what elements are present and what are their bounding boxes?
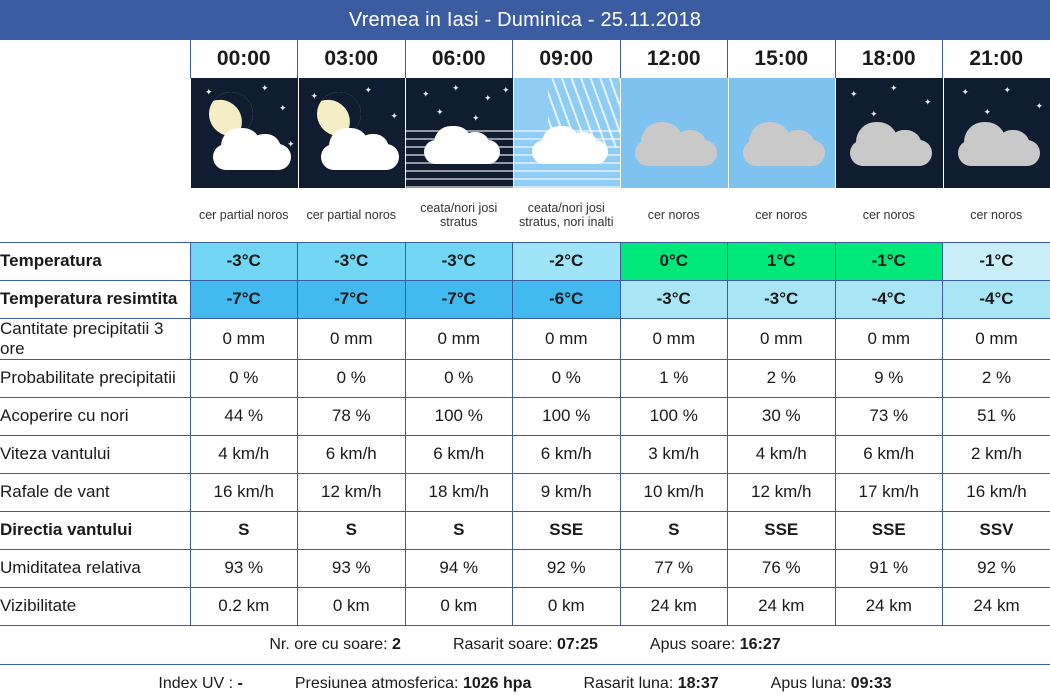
row-label-temperatura: Temperatura: [0, 242, 190, 280]
cell-rafale-5: 12 km/h: [728, 473, 836, 511]
footer-pressure-value: 1026 hpa: [462, 674, 532, 692]
footer-moonset: [745, 675, 918, 693]
row-label-directia-vantului: Directia vantului: [0, 511, 190, 549]
cell-nori-1: 78 %: [298, 397, 406, 435]
cloudy-icon: [620, 78, 728, 188]
cell-nori-2: 100 %: [405, 397, 513, 435]
cell-rafale-1: 12 km/h: [298, 473, 406, 511]
description-0: cer partial noros: [198, 207, 289, 222]
description-2: ceata/nori josi stratus: [420, 200, 498, 229]
footer-sunrise-label: Rasarit soare:: [452, 636, 553, 653]
cell-vizibilitate-6: 24 km: [835, 587, 943, 625]
cell-directie-6: SSE: [835, 511, 943, 549]
icon-cell-3: [513, 78, 621, 188]
cell-vizibilitate-4: 24 km: [620, 587, 728, 625]
cell-directie-4: S: [620, 511, 728, 549]
cell-viteza-1: 6 km/h: [298, 435, 406, 473]
footer-sun-hours-label: Nr. ore cu soare:: [269, 636, 388, 653]
cell-resimtita-3: -6°C: [513, 280, 621, 318]
description-4: cer noros: [647, 207, 700, 222]
cell-rafale-0: 16 km/h: [190, 473, 298, 511]
cell-prob-6: 9 %: [835, 359, 943, 397]
cell-temperatura-4: 0°C: [620, 242, 728, 280]
cell-prob-0: 0 %: [190, 359, 298, 397]
cell-umiditate-7: 92 %: [943, 549, 1050, 587]
footer-row-misc: [0, 664, 1050, 700]
cell-precip-7: 0 mm: [943, 318, 1050, 359]
night-fog-stratus-icon: ✦ ✦ ✦ ✦ ✦ ✦: [405, 78, 513, 188]
cell-rafale-7: 16 km/h: [943, 473, 1050, 511]
cell-prob-4: 1 %: [620, 359, 728, 397]
fog-high-clouds-icon: [513, 78, 621, 188]
icon-cell-7: [943, 78, 1050, 188]
cell-temperatura-6: -1°C: [835, 242, 943, 280]
cell-directie-7: SSV: [943, 511, 1050, 549]
description-row-spacer: [0, 188, 190, 242]
footer-sunrise-value: 07:25: [557, 636, 598, 653]
cell-viteza-7: 2 km/h: [943, 435, 1050, 473]
row-label-cantitate-precipitatii: Cantitate precipitatii 3 ore: [0, 318, 190, 359]
hours-header-spacer: [0, 40, 190, 78]
row-label-rafale-vant: Rafale de vant: [0, 473, 190, 511]
row-label-temperatura-resimtita: Temperatura resimtita: [0, 280, 190, 318]
hour-header-5: 15:00: [728, 40, 836, 78]
cell-umiditate-3: 92 %: [513, 549, 621, 587]
cell-precip-1: 0 mm: [298, 318, 406, 359]
table-row: [0, 242, 1050, 280]
cell-nori-4: 100 %: [620, 397, 728, 435]
cell-rafale-4: 10 km/h: [620, 473, 728, 511]
table-row: [0, 318, 1050, 359]
cell-umiditate-2: 94 %: [405, 549, 513, 587]
cell-resimtita-7: -4°C: [943, 280, 1050, 318]
row-label-viteza-vantului: Viteza vantului: [0, 435, 190, 473]
description-row: [0, 188, 1050, 242]
footer-uv-value: -: [237, 674, 243, 692]
cell-temperatura-0: -3°C: [190, 242, 298, 280]
hours-header-row: [0, 40, 1050, 78]
cell-vizibilitate-7: 24 km: [943, 587, 1050, 625]
icon-row: [0, 78, 1050, 188]
table-row: [0, 359, 1050, 397]
icon-cell-4: [620, 78, 728, 188]
cell-viteza-6: 6 km/h: [835, 435, 943, 473]
night-partly-cloudy-icon: ✦ ✦ ✦ ✦: [190, 78, 298, 188]
cell-precip-3: 0 mm: [513, 318, 621, 359]
footer-sunset-value: 16:27: [739, 636, 781, 653]
hour-header-2: 06:00: [405, 40, 513, 78]
cell-directie-1: S: [298, 511, 406, 549]
row-label-vizibilitate: Vizibilitate: [0, 587, 190, 625]
cell-rafale-6: 17 km/h: [835, 473, 943, 511]
cell-viteza-5: 4 km/h: [728, 435, 836, 473]
icon-cell-0: [190, 78, 298, 188]
cell-precip-5: 0 mm: [728, 318, 836, 359]
table-row: [0, 280, 1050, 318]
footer-pressure: [269, 675, 558, 693]
row-label-acoperire-nori: Acoperire cu nori: [0, 397, 190, 435]
table-row: [0, 435, 1050, 473]
cell-resimtita-6: -4°C: [835, 280, 943, 318]
cell-precip-6: 0 mm: [835, 318, 943, 359]
footer-sunset-label: Apus soare:: [649, 636, 736, 653]
hour-header-0: 00:00: [190, 40, 298, 78]
cell-prob-1: 0 %: [298, 359, 406, 397]
cell-viteza-2: 6 km/h: [405, 435, 513, 473]
cell-precip-2: 0 mm: [405, 318, 513, 359]
cell-rafale-2: 18 km/h: [405, 473, 513, 511]
cell-prob-2: 0 %: [405, 359, 513, 397]
footer-sunrise: [427, 636, 624, 654]
cell-umiditate-0: 93 %: [190, 549, 298, 587]
cell-temperatura-2: -3°C: [405, 242, 513, 280]
cell-vizibilitate-3: 0 km: [513, 587, 621, 625]
cell-nori-7: 51 %: [943, 397, 1050, 435]
cell-precip-0: 0 mm: [190, 318, 298, 359]
cell-directie-2: S: [405, 511, 513, 549]
description-5: cer noros: [755, 207, 808, 222]
cell-nori-0: 44 %: [190, 397, 298, 435]
hour-header-6: 18:00: [835, 40, 943, 78]
cell-umiditate-1: 93 %: [298, 549, 406, 587]
icon-cell-6: [835, 78, 943, 188]
cell-directie-3: SSE: [513, 511, 621, 549]
cell-temperatura-5: 1°C: [728, 242, 836, 280]
night-cloudy-icon: ✦ ✦ ✦ ✦: [835, 78, 943, 188]
cell-umiditate-6: 91 %: [835, 549, 943, 587]
cell-vizibilitate-2: 0 km: [405, 587, 513, 625]
cell-vizibilitate-1: 0 km: [298, 587, 406, 625]
night-cloudy-icon: ✦ ✦ ✦ ✦: [943, 78, 1050, 188]
footer-sun-hours-value: 2: [392, 636, 401, 653]
hour-header-1: 03:00: [298, 40, 406, 78]
icon-cell-2: [405, 78, 513, 188]
cell-resimtita-2: -7°C: [405, 280, 513, 318]
cell-precip-4: 0 mm: [620, 318, 728, 359]
icon-cell-1: [298, 78, 406, 188]
cell-viteza-0: 4 km/h: [190, 435, 298, 473]
footer-sun-hours: [243, 636, 427, 654]
description-3: ceata/nori josi stratus, nori inalti: [519, 200, 614, 229]
footer-moonrise: [557, 675, 744, 693]
cell-temperatura-3: -2°C: [513, 242, 621, 280]
cell-resimtita-1: -7°C: [298, 280, 406, 318]
footer-moonrise-label: Rasarit luna:: [583, 674, 674, 692]
page-title: Vremea in Iasi - Duminica - 25.11.2018: [348, 8, 702, 31]
cell-prob-3: 0 %: [513, 359, 621, 397]
table-row: [0, 397, 1050, 435]
hour-header-3: 09:00: [513, 40, 621, 78]
cell-nori-5: 30 %: [728, 397, 836, 435]
cell-vizibilitate-0: 0.2 km: [190, 587, 298, 625]
footer-uv-label: Index UV :: [158, 674, 234, 692]
cell-nori-6: 73 %: [835, 397, 943, 435]
cell-resimtita-0: -7°C: [190, 280, 298, 318]
description-1: cer partial noros: [306, 207, 397, 222]
footer-pressure-label: Presiunea atmosferica:: [294, 674, 459, 692]
footer-uv-index: [132, 675, 268, 693]
cell-temperatura-7: -1°C: [943, 242, 1050, 280]
night-partly-cloudy-icon: ✦ ✦ ✦: [298, 78, 406, 188]
cell-prob-5: 2 %: [728, 359, 836, 397]
cell-directie-0: S: [190, 511, 298, 549]
table-row: [0, 549, 1050, 587]
page-title-bar: [0, 0, 1050, 40]
cell-nori-3: 100 %: [513, 397, 621, 435]
table-row: [0, 511, 1050, 549]
row-label-umiditatea-relativa: Umiditatea relativa: [0, 549, 190, 587]
footer-row-sun: [0, 626, 1050, 664]
table-row: [0, 473, 1050, 511]
cell-prob-7: 2 %: [943, 359, 1050, 397]
description-7: cer noros: [970, 207, 1023, 222]
footer-moonrise-value: 18:37: [677, 674, 719, 692]
forecast-table: [0, 40, 1050, 625]
cell-umiditate-5: 76 %: [728, 549, 836, 587]
footer-sunset: [624, 636, 807, 654]
table-row: [0, 587, 1050, 625]
cell-viteza-3: 6 km/h: [513, 435, 621, 473]
icon-row-spacer: [0, 78, 190, 188]
cell-viteza-4: 3 km/h: [620, 435, 728, 473]
row-label-probabilitate-precipitatii: Probabilitate precipitatii: [0, 359, 190, 397]
cell-vizibilitate-5: 24 km: [728, 587, 836, 625]
description-6: cer noros: [862, 207, 915, 222]
cell-directie-5: SSE: [728, 511, 836, 549]
icon-cell-5: [728, 78, 836, 188]
hour-header-7: 21:00: [943, 40, 1050, 78]
cell-temperatura-1: -3°C: [298, 242, 406, 280]
hour-header-4: 12:00: [620, 40, 728, 78]
cloudy-icon: [728, 78, 836, 188]
cell-umiditate-4: 77 %: [620, 549, 728, 587]
footer-moonset-label: Apus luna:: [770, 674, 847, 692]
cell-resimtita-5: -3°C: [728, 280, 836, 318]
footer-moonset-value: 09:33: [850, 674, 892, 692]
footer: [0, 625, 1050, 700]
cell-rafale-3: 9 km/h: [513, 473, 621, 511]
cell-resimtita-4: -3°C: [620, 280, 728, 318]
